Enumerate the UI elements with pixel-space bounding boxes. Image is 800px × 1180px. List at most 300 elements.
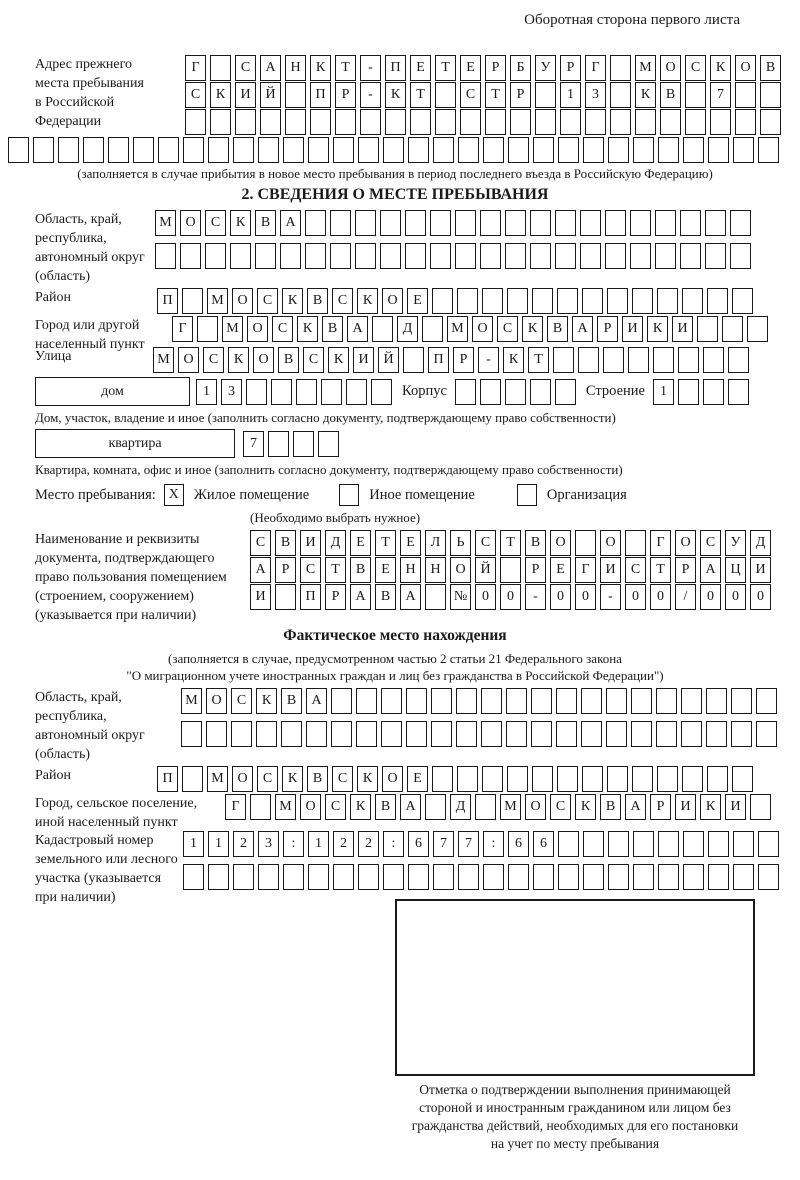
char-cell: Е: [407, 766, 428, 792]
char-grid-row: [250, 530, 771, 556]
char-cell: [293, 431, 314, 457]
char-cell: [507, 288, 528, 314]
char-cell: [271, 379, 292, 405]
char-cell: [408, 137, 429, 163]
char-cell: К: [228, 347, 249, 373]
char-cell: [758, 864, 779, 890]
char-cell: [508, 864, 529, 890]
stay-type-row: [35, 483, 800, 507]
char-cell: [553, 347, 574, 373]
char-cell: С: [205, 210, 226, 236]
char-cell: [430, 243, 451, 269]
char-cell: [556, 688, 577, 714]
char-cell: -: [478, 347, 499, 373]
char-grid-row: [153, 347, 749, 373]
char-cell: К: [357, 766, 378, 792]
char-cell: [560, 109, 581, 135]
char-cell: Н: [425, 557, 446, 583]
char-cell: 0: [475, 584, 496, 610]
char-grid-row-full-width: [8, 137, 800, 163]
char-cell: [735, 82, 756, 108]
char-cell: Е: [407, 288, 428, 314]
char-cell: [508, 137, 529, 163]
char-cell: [731, 721, 752, 747]
char-cell: 7: [458, 831, 479, 857]
char-cell: [432, 288, 453, 314]
char-cell: [606, 688, 627, 714]
char-cell: [703, 347, 724, 373]
char-cell: К: [700, 794, 721, 820]
char-cell: [583, 137, 604, 163]
char-cell: [533, 137, 554, 163]
char-cell: 3: [585, 82, 606, 108]
char-cell: [657, 288, 678, 314]
char-cell: [233, 137, 254, 163]
char-cell: №: [450, 584, 471, 610]
region-label: Область, край, республика, автономный округ (область): [35, 212, 145, 284]
char-cell: И: [353, 347, 374, 373]
char-cell: [305, 243, 326, 269]
char-cell: М: [155, 210, 176, 236]
char-cell: [658, 864, 679, 890]
stay-type-note: (Необходимо выбрать нужное): [250, 510, 421, 525]
stamp-note-line: Отметка о подтверждении выполнения принимающей: [419, 1082, 731, 1097]
char-cell: 7: [433, 831, 454, 857]
char-cell: [83, 137, 104, 163]
char-cell: [722, 316, 743, 342]
char-cell: [656, 688, 677, 714]
char-cell: Й: [260, 82, 281, 108]
char-cell: [506, 721, 527, 747]
char-cell: Р: [597, 316, 618, 342]
char-cell: С: [700, 530, 721, 556]
prev-address-block: [35, 55, 800, 135]
char-cell: [585, 109, 606, 135]
stamp-note-line: на учет по месту пребывания: [490, 1136, 660, 1151]
char-cell: [706, 721, 727, 747]
char-cell: [656, 721, 677, 747]
char-cell: [457, 288, 478, 314]
char-cell: С: [475, 530, 496, 556]
char-cell: [425, 794, 446, 820]
region-grid: [155, 210, 751, 269]
char-cell: Ь: [450, 530, 471, 556]
char-cell: Р: [325, 584, 346, 610]
char-cell: [505, 243, 526, 269]
char-cell: [458, 137, 479, 163]
char-cell: [660, 109, 681, 135]
char-cell: [405, 243, 426, 269]
other-premises-option-label: Иное помещение: [369, 486, 475, 503]
char-cell: [360, 109, 381, 135]
char-cell: [460, 109, 481, 135]
char-cell: [657, 766, 678, 792]
char-cell: [185, 109, 206, 135]
stamp-note: [360, 1081, 790, 1153]
char-cell: Д: [397, 316, 418, 342]
char-cell: [333, 864, 354, 890]
char-cell: [230, 243, 251, 269]
char-cell: Д: [750, 530, 771, 556]
char-cell: [607, 288, 628, 314]
char-cell: [280, 243, 301, 269]
char-cell: [531, 721, 552, 747]
char-cell: [555, 379, 576, 405]
district-label: Район: [35, 290, 71, 305]
char-cell: [658, 831, 679, 857]
char-cell: [335, 109, 356, 135]
char-cell: [285, 109, 306, 135]
char-cell: [632, 766, 653, 792]
char-cell: [633, 864, 654, 890]
char-cell: С: [625, 557, 646, 583]
char-cell: [631, 688, 652, 714]
char-cell: [608, 831, 629, 857]
char-cell: Р: [453, 347, 474, 373]
char-cell: [705, 210, 726, 236]
char-cell: [372, 316, 393, 342]
char-cell: [630, 210, 651, 236]
other-premises-checkbox: [339, 484, 359, 506]
char-cell: [535, 82, 556, 108]
stamp-note-line: гражданства действий, необходимых для его постановки: [411, 1118, 739, 1133]
page-title: Оборотная сторона первого листа: [524, 12, 740, 28]
char-cell: О: [382, 766, 403, 792]
char-cell: [530, 210, 551, 236]
char-cell: [730, 210, 751, 236]
char-cell: Т: [325, 557, 346, 583]
char-cell: [756, 688, 777, 714]
char-grid-row: [181, 721, 777, 747]
char-cell: К: [256, 688, 277, 714]
char-cell: У: [535, 55, 556, 81]
char-cell: С: [460, 82, 481, 108]
char-cell: В: [375, 584, 396, 610]
district-row: [35, 288, 800, 314]
char-cell: О: [550, 530, 571, 556]
char-cell: Е: [400, 530, 421, 556]
char-cell: [580, 210, 601, 236]
char-cell: [735, 109, 756, 135]
char-cell: О: [735, 55, 756, 81]
char-cell: К: [230, 210, 251, 236]
char-cell: 1: [653, 379, 674, 405]
char-cell: Д: [325, 530, 346, 556]
char-cell: 7: [710, 82, 731, 108]
char-cell: О: [232, 288, 253, 314]
char-cell: Е: [460, 55, 481, 81]
char-cell: [625, 530, 646, 556]
char-cell: [256, 721, 277, 747]
char-cell: [258, 864, 279, 890]
char-cell: [481, 688, 502, 714]
char-cell: 3: [221, 379, 242, 405]
char-cell: -: [360, 55, 381, 81]
char-cell: [58, 137, 79, 163]
char-cell: [355, 210, 376, 236]
document-grid: [250, 530, 771, 610]
char-cell: :: [383, 831, 404, 857]
char-cell: [233, 864, 254, 890]
char-cell: [210, 109, 231, 135]
char-cell: [697, 316, 718, 342]
char-cell: [608, 864, 629, 890]
char-cell: [533, 864, 554, 890]
char-grid-row: [185, 55, 781, 81]
char-cell: -: [600, 584, 621, 610]
char-cell: [275, 584, 296, 610]
char-cell: С: [235, 55, 256, 81]
char-cell: М: [207, 288, 228, 314]
char-grid-row: [225, 794, 771, 820]
char-cell: [33, 137, 54, 163]
char-grid-row: [185, 82, 781, 108]
char-cell: [581, 688, 602, 714]
char-cell: К: [282, 766, 303, 792]
char-cell: [425, 584, 446, 610]
char-cell: [346, 379, 367, 405]
char-cell: 7: [243, 431, 264, 457]
char-cell: -: [360, 82, 381, 108]
char-cell: [206, 721, 227, 747]
char-cell: Й: [475, 557, 496, 583]
char-cell: 0: [700, 584, 721, 610]
char-cell: [433, 137, 454, 163]
residential-checkbox: X: [164, 484, 184, 506]
char-cell: [358, 864, 379, 890]
char-cell: [758, 137, 779, 163]
char-cell: [658, 137, 679, 163]
char-cell: Д: [450, 794, 471, 820]
char-cell: Г: [585, 55, 606, 81]
char-cell: [435, 82, 456, 108]
char-cell: [632, 288, 653, 314]
char-cell: В: [307, 766, 328, 792]
char-cell: Е: [375, 557, 396, 583]
char-cell: [532, 288, 553, 314]
char-cell: О: [450, 557, 471, 583]
char-cell: [197, 316, 218, 342]
char-cell: [482, 766, 503, 792]
char-cell: Й: [378, 347, 399, 373]
char-cell: Г: [650, 530, 671, 556]
char-cell: [708, 831, 729, 857]
char-cell: [456, 688, 477, 714]
char-cell: И: [600, 557, 621, 583]
char-cell: [283, 137, 304, 163]
char-cell: [635, 109, 656, 135]
char-cell: Р: [560, 55, 581, 81]
char-cell: А: [280, 210, 301, 236]
char-cell: [483, 864, 504, 890]
char-cell: [180, 243, 201, 269]
house-row: [35, 376, 800, 407]
fact-city-row: [35, 794, 800, 830]
char-cell: Р: [650, 794, 671, 820]
char-cell: [283, 864, 304, 890]
char-cell: [582, 288, 603, 314]
fact-location-notes: [35, 650, 800, 684]
char-cell: К: [385, 82, 406, 108]
char-cell: [683, 864, 704, 890]
prev-address-grid: [185, 55, 781, 135]
char-cell: Р: [485, 55, 506, 81]
char-cell: [405, 210, 426, 236]
char-cell: А: [572, 316, 593, 342]
char-cell: Н: [400, 557, 421, 583]
char-cell: [455, 379, 476, 405]
residential-option-label: Жилое помещение: [193, 486, 310, 503]
char-cell: [653, 347, 674, 373]
char-cell: Т: [435, 55, 456, 81]
char-cell: О: [675, 530, 696, 556]
char-cell: [205, 243, 226, 269]
char-cell: С: [257, 766, 278, 792]
fact-region-row: [35, 688, 800, 764]
char-cell: [730, 243, 751, 269]
char-cell: [455, 210, 476, 236]
char-cell: [381, 721, 402, 747]
char-cell: [683, 137, 704, 163]
char-cell: 1: [308, 831, 329, 857]
char-cell: [410, 109, 431, 135]
char-cell: 1: [560, 82, 581, 108]
stroenie-label: Строение: [585, 383, 645, 399]
char-cell: [628, 347, 649, 373]
char-cell: [210, 55, 231, 81]
char-cell: [610, 82, 631, 108]
char-cell: [331, 688, 352, 714]
char-cell: О: [525, 794, 546, 820]
char-cell: [756, 721, 777, 747]
char-cell: [483, 137, 504, 163]
char-cell: А: [400, 794, 421, 820]
char-cell: [385, 109, 406, 135]
char-cell: [403, 347, 424, 373]
stamp-note-line: стороной и иностранным гражданином или лицом без: [419, 1100, 731, 1115]
char-cell: И: [725, 794, 746, 820]
char-cell: [678, 379, 699, 405]
char-cell: [482, 288, 503, 314]
char-cell: [583, 831, 604, 857]
char-grid-row: [172, 316, 768, 342]
char-cell: 6: [408, 831, 429, 857]
char-cell: Т: [500, 530, 521, 556]
char-cell: [760, 82, 781, 108]
char-cell: [231, 721, 252, 747]
char-cell: [331, 721, 352, 747]
char-grid-row: [157, 766, 753, 792]
char-grid-row: [183, 864, 779, 890]
char-cell: Г: [575, 557, 596, 583]
char-cell: К: [503, 347, 524, 373]
char-cell: [655, 210, 676, 236]
char-cell: К: [210, 82, 231, 108]
char-cell: [356, 688, 377, 714]
char-cell: К: [710, 55, 731, 81]
char-cell: [707, 288, 728, 314]
char-cell: 2: [333, 831, 354, 857]
char-cell: [606, 721, 627, 747]
char-cell: 6: [533, 831, 554, 857]
street-label: Улица: [35, 349, 72, 364]
char-cell: В: [307, 288, 328, 314]
char-cell: Р: [275, 557, 296, 583]
char-cell: [108, 137, 129, 163]
char-cell: [707, 766, 728, 792]
char-cell: К: [282, 288, 303, 314]
char-cell: В: [525, 530, 546, 556]
char-cell: С: [550, 794, 571, 820]
fact-region-label: Область, край, республика, автономный округ (область): [35, 690, 145, 762]
char-cell: 1: [183, 831, 204, 857]
char-cell: С: [300, 557, 321, 583]
char-cell: Г: [225, 794, 246, 820]
char-cell: [535, 109, 556, 135]
char-cell: 0: [650, 584, 671, 610]
char-cell: [406, 688, 427, 714]
char-cell: [557, 288, 578, 314]
char-cell: [682, 288, 703, 314]
char-cell: М: [635, 55, 656, 81]
char-grid-row: [155, 210, 751, 236]
char-cell: О: [253, 347, 274, 373]
fact-location-note-line: (заполняется в случае, предусмотренном частью 2 статьи 21 Федерального закона: [168, 651, 622, 666]
char-cell: [208, 137, 229, 163]
char-cell: [747, 316, 768, 342]
char-cell: [383, 864, 404, 890]
char-cell: [380, 210, 401, 236]
char-cell: К: [522, 316, 543, 342]
char-cell: [250, 794, 271, 820]
char-cell: О: [472, 316, 493, 342]
char-cell: [133, 137, 154, 163]
char-cell: [531, 688, 552, 714]
char-cell: [728, 379, 749, 405]
char-cell: И: [235, 82, 256, 108]
char-cell: [480, 210, 501, 236]
char-cell: Р: [335, 82, 356, 108]
char-cell: [685, 109, 706, 135]
char-cell: [318, 431, 339, 457]
char-cell: :: [483, 831, 504, 857]
char-cell: И: [675, 794, 696, 820]
char-cell: [255, 243, 276, 269]
char-cell: [457, 766, 478, 792]
char-cell: Г: [185, 55, 206, 81]
char-grid-row: [183, 831, 779, 857]
char-cell: Л: [425, 530, 446, 556]
cadastral-grid: [183, 831, 779, 890]
char-cell: У: [725, 530, 746, 556]
char-cell: [246, 379, 267, 405]
char-cell: [296, 379, 317, 405]
char-cell: С: [257, 288, 278, 314]
char-cell: Р: [675, 557, 696, 583]
apartment-number-grid: [243, 431, 339, 457]
city-row: [35, 316, 800, 352]
fact-district-label: Район: [35, 768, 71, 783]
char-cell: [732, 288, 753, 314]
char-cell: И: [622, 316, 643, 342]
char-cell: [705, 243, 726, 269]
char-cell: [182, 766, 203, 792]
char-cell: [310, 109, 331, 135]
char-cell: [510, 109, 531, 135]
char-cell: П: [300, 584, 321, 610]
char-cell: 6: [508, 831, 529, 857]
document-row: [35, 530, 800, 625]
